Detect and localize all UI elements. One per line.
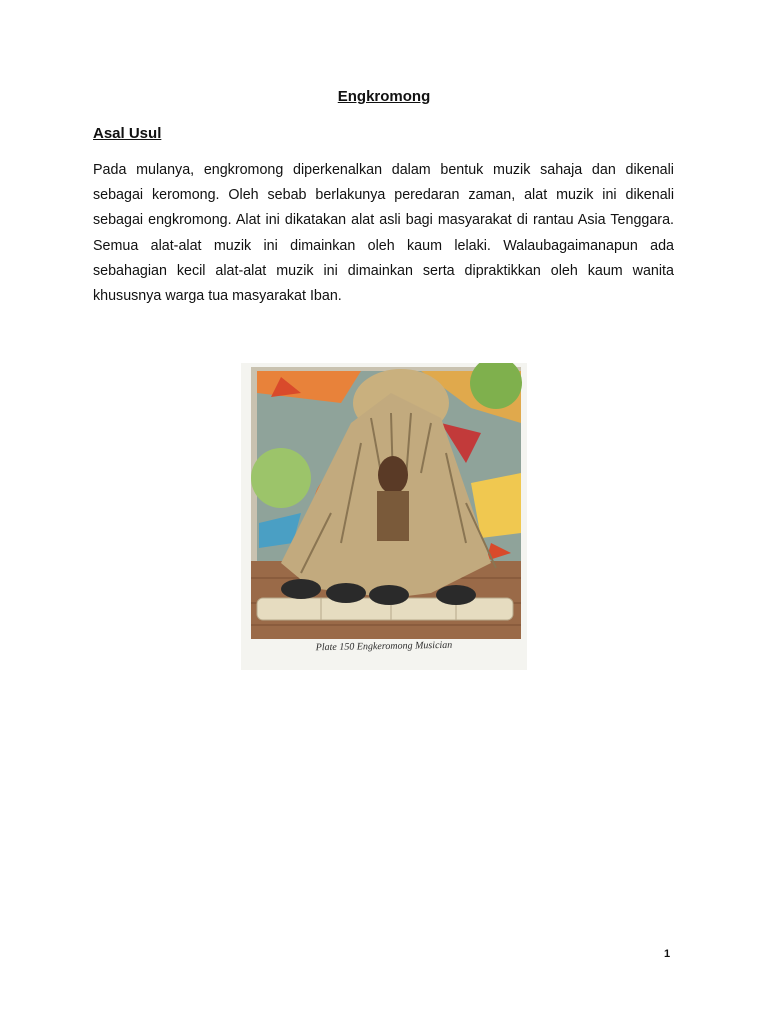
body-paragraph: Pada mulanya, engkromong diperkenalkan dalam bentuk muzik sahaja dan dikenali sebagai keromong. Oleh sebab berlakunya peredaran zaman, alat muzik ini dikenali sebagai engkromong. Alat ini dikatakan alat asli bagi masyarakat di rantau Asia Tenggara. Semua alat-alat muzik ini dimainkan oleh kaum lelaki. Walaubagaimanapun ada sebahagian kecil alat-alat muzik ini dimainkan serta dipraktikkan oleh kaum wanita khususnya warga tua masyarakat Iban.	[93, 162, 674, 305]
section-heading: Asal Usul	[93, 125, 162, 142]
page-number: 1	[664, 948, 671, 960]
musician-illustration	[241, 363, 527, 670]
document-title: Engkromong	[337, 88, 431, 105]
musician-photo	[241, 363, 527, 670]
figure-caption: Plate 150 Engkeromong Musician	[315, 639, 453, 654]
